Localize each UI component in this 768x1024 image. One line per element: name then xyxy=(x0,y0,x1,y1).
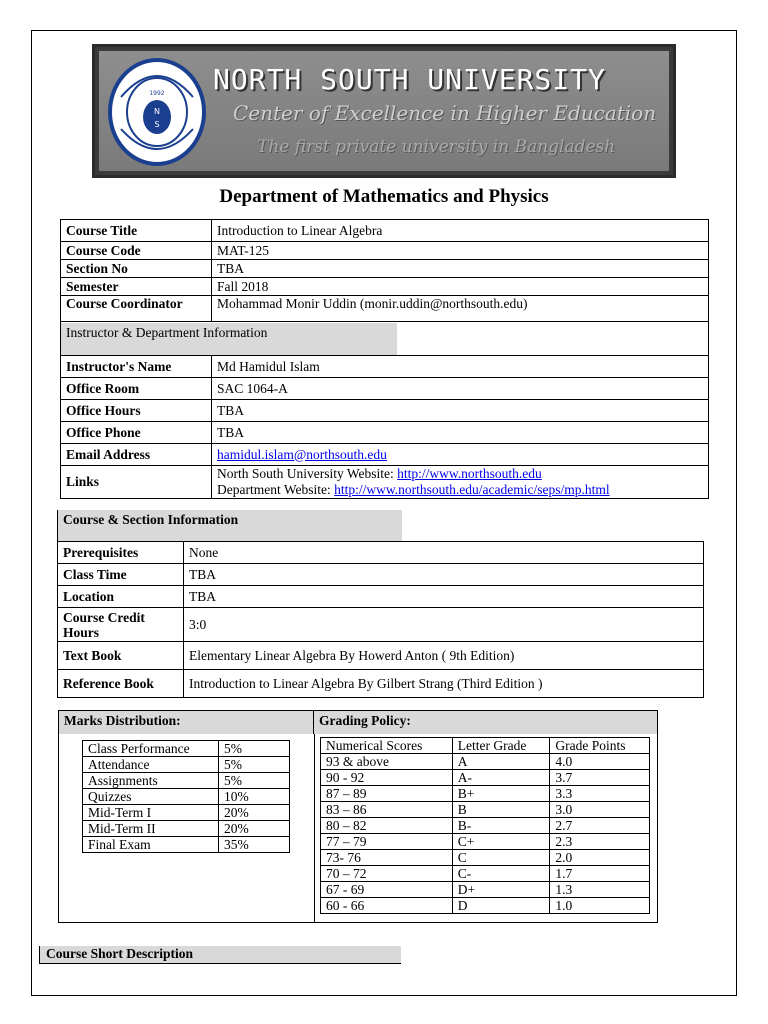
table-row xyxy=(321,882,650,898)
table-row xyxy=(61,220,709,242)
office-phone-label: Office Phone xyxy=(61,422,212,444)
marks-percentage: 5% xyxy=(219,773,290,789)
course-coordinator-value: Mohammad Monir Uddin (monir.uddin@northsouth.edu) xyxy=(212,296,709,322)
grade-points: 1.0 xyxy=(550,898,650,914)
office-room-value: SAC 1064-A xyxy=(212,378,709,400)
letter-grade: B- xyxy=(452,818,550,834)
department-title: Department of Mathematics and Physics xyxy=(219,186,549,207)
letter-grade: D xyxy=(452,898,550,914)
table-row xyxy=(61,242,709,260)
location-label: Location xyxy=(58,586,184,608)
table-row xyxy=(83,741,290,757)
course-title-value: Introduction to Linear Algebra xyxy=(212,220,709,242)
table-row xyxy=(58,564,704,586)
grade-points: 4.0 xyxy=(550,754,650,770)
numerical-score: 80 – 82 xyxy=(321,818,453,834)
table-row xyxy=(321,834,650,850)
letter-grade: D+ xyxy=(452,882,550,898)
university-name: NORTH SOUTH UNIVERSITY xyxy=(213,63,606,96)
marks-item: Attendance xyxy=(83,757,219,773)
course-section-heading: Course & Section Information xyxy=(57,510,402,541)
numerical-score: 90 - 92 xyxy=(321,770,453,786)
credit-hours-value: 3:0 xyxy=(184,608,704,642)
table-row xyxy=(83,789,290,805)
email-link[interactable]: hamidul.islam@northsouth.edu xyxy=(217,446,387,462)
course-code-label: Course Code xyxy=(61,242,212,260)
credit-hours-label: Course Credit Hours xyxy=(58,608,184,642)
table-row xyxy=(61,260,709,278)
course-title-label: Course Title xyxy=(61,220,212,242)
numerical-score: 73- 76 xyxy=(321,850,453,866)
semester-value: Fall 2018 xyxy=(212,278,709,296)
table-row xyxy=(83,837,290,853)
class-time-value: TBA xyxy=(184,564,704,586)
grade-points: 1.3 xyxy=(550,882,650,898)
dept-website-prefix: Department Website: xyxy=(217,482,335,497)
table-row xyxy=(321,770,650,786)
column-header: Grade Points xyxy=(550,738,650,754)
marks-distribution-table xyxy=(82,740,290,853)
marks-item: Class Performance xyxy=(83,741,219,757)
marks-percentage: 20% xyxy=(219,821,290,837)
marks-percentage: 5% xyxy=(219,741,290,757)
numerical-score: 77 – 79 xyxy=(321,834,453,850)
prerequisites-value: None xyxy=(184,542,704,564)
column-header: Letter Grade xyxy=(452,738,550,754)
letter-grade: B+ xyxy=(452,786,550,802)
course-coordinator-label: Course Coordinator xyxy=(61,296,212,322)
letter-grade: A xyxy=(452,754,550,770)
table-row xyxy=(83,757,290,773)
table-row xyxy=(58,542,704,564)
numerical-score: 60 - 66 xyxy=(321,898,453,914)
reference-book-value: Introduction to Linear Algebra By Gilbert Strang (Third Edition ) xyxy=(184,670,704,698)
table-row xyxy=(61,422,709,444)
instructor-info-table xyxy=(60,355,709,499)
grading-policy-table xyxy=(320,737,650,914)
column-header: Numerical Scores xyxy=(321,738,453,754)
letter-grade: C xyxy=(452,850,550,866)
marks-percentage: 10% xyxy=(219,789,290,805)
table-row xyxy=(321,754,650,770)
marks-distribution-heading: Marks Distribution: xyxy=(59,711,314,734)
grade-points: 3.3 xyxy=(550,786,650,802)
links-label: Links xyxy=(61,466,212,499)
office-hours-value: TBA xyxy=(212,400,709,422)
course-section-table xyxy=(57,541,704,698)
course-code-value: MAT-125 xyxy=(212,242,709,260)
office-hours-label: Office Hours xyxy=(61,400,212,422)
table-row xyxy=(58,670,704,698)
university-tagline: Center of Excellence in Higher Education xyxy=(233,101,657,125)
numerical-score: 83 – 86 xyxy=(321,802,453,818)
table-row xyxy=(61,378,709,400)
marks-percentage: 5% xyxy=(219,757,290,773)
table-row xyxy=(61,444,709,466)
semester-label: Semester xyxy=(61,278,212,296)
grading-policy-heading: Grading Policy: xyxy=(314,711,657,734)
letter-grade: B xyxy=(452,802,550,818)
instructor-name-value: Md Hamidul Islam xyxy=(212,356,709,378)
table-row xyxy=(321,898,650,914)
table-row xyxy=(83,821,290,837)
column-divider xyxy=(314,734,315,922)
numerical-score: 93 & above xyxy=(321,754,453,770)
grade-points: 3.0 xyxy=(550,802,650,818)
instructor-section-heading: Instructor & Department Information xyxy=(61,323,397,355)
course-info-table xyxy=(60,219,709,322)
marks-item: Mid-Term I xyxy=(83,805,219,821)
numerical-score: 67 - 69 xyxy=(321,882,453,898)
email-address-label: Email Address xyxy=(61,444,212,466)
table-row xyxy=(58,608,704,642)
marks-item: Quizzes xyxy=(83,789,219,805)
marks-percentage: 35% xyxy=(219,837,290,853)
grade-points: 3.7 xyxy=(550,770,650,786)
instructor-name-label: Instructor's Name xyxy=(61,356,212,378)
location-value: TBA xyxy=(184,586,704,608)
table-row xyxy=(321,818,650,834)
table-row xyxy=(83,773,290,789)
table-row xyxy=(61,466,709,499)
nsu-website-prefix: North South University Website: xyxy=(217,466,398,481)
university-seal-logo xyxy=(107,57,207,167)
table-row xyxy=(321,866,650,882)
marks-percentage: 20% xyxy=(219,805,290,821)
reference-book-label: Reference Book xyxy=(58,670,184,698)
grade-points: 2.3 xyxy=(550,834,650,850)
svg-text:1992: 1992 xyxy=(149,90,165,97)
marks-item: Assignments xyxy=(83,773,219,789)
university-subtagline: The first private university in Bangladesh xyxy=(257,137,616,157)
university-banner xyxy=(92,44,676,178)
table-row xyxy=(58,586,704,608)
table-row xyxy=(83,805,290,821)
table-row xyxy=(61,278,709,296)
table-header-row xyxy=(321,738,650,754)
text-book-label: Text Book xyxy=(58,642,184,670)
class-time-label: Class Time xyxy=(58,564,184,586)
office-phone-value: TBA xyxy=(212,422,709,444)
table-row xyxy=(61,356,709,378)
prerequisites-label: Prerequisites xyxy=(58,542,184,564)
text-book-value: Elementary Linear Algebra By Howerd Anton ( 9th Edition) xyxy=(184,642,704,670)
numerical-score: 87 – 89 xyxy=(321,786,453,802)
course-short-description-heading: Course Short Description xyxy=(39,946,401,964)
table-row xyxy=(61,296,709,322)
office-room-label: Office Room xyxy=(61,378,212,400)
dept-website-link[interactable]: http://www.northsouth.edu/academic/seps/mp.html xyxy=(334,482,610,497)
grade-points: 2.0 xyxy=(550,850,650,866)
table-row xyxy=(321,786,650,802)
grade-points: 2.7 xyxy=(550,818,650,834)
table-row xyxy=(58,642,704,670)
svg-text:S: S xyxy=(154,120,160,129)
table-row xyxy=(321,850,650,866)
section-no-label: Section No xyxy=(61,260,212,278)
table-row xyxy=(321,802,650,818)
letter-grade: C+ xyxy=(452,834,550,850)
marks-item: Mid-Term II xyxy=(83,821,219,837)
section-no-value: TBA xyxy=(212,260,709,278)
marks-item: Final Exam xyxy=(83,837,219,853)
table-row xyxy=(61,400,709,422)
letter-grade: A- xyxy=(452,770,550,786)
svg-text:N: N xyxy=(154,107,160,116)
grade-points: 1.7 xyxy=(550,866,650,882)
letter-grade: C- xyxy=(452,866,550,882)
nsu-website-link[interactable]: http://www.northsouth.edu xyxy=(397,466,542,481)
numerical-score: 70 – 72 xyxy=(321,866,453,882)
